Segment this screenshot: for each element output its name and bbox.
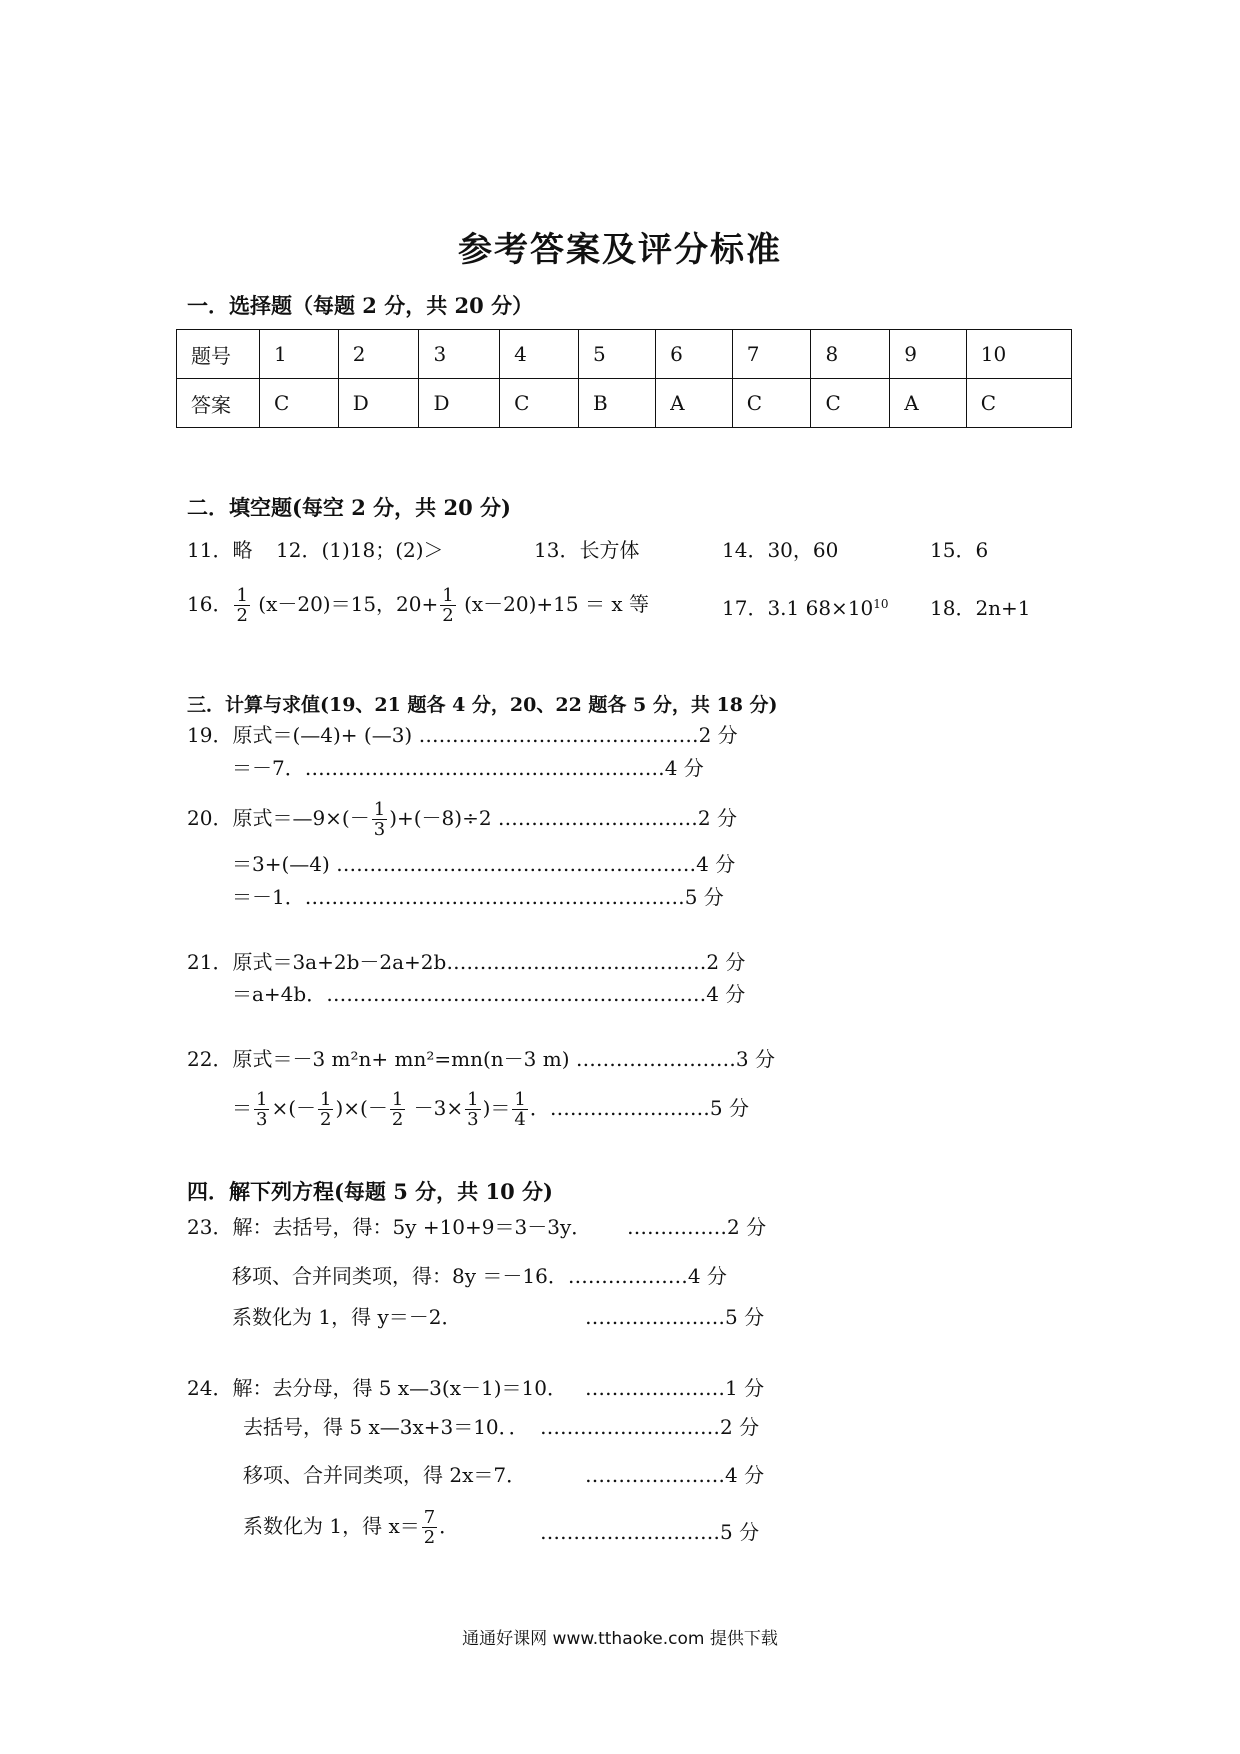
answer-q20-line3: ＝－1．…………………………………………………5 分 [232, 885, 724, 909]
answer-q23-line1-score: ……………2 分 [627, 1215, 767, 1239]
q22-part: )＝ [482, 1096, 511, 1120]
answer-q24-line1-score: …………………1 分 [585, 1376, 765, 1400]
answer-q19-line1: 19．原式＝(—4)+ (—3) ……………………………………2 分 [187, 723, 738, 747]
table-cell: C [966, 379, 1071, 428]
table-cell: A [656, 379, 733, 428]
q22-part: ＝ [232, 1096, 252, 1120]
fraction [465, 1090, 480, 1129]
table-row-label: 答案 [177, 379, 260, 428]
choice-answer-table [176, 329, 1072, 428]
section-calc-heading: 三．计算与求值(19、21 题各 4 分，20、22 题各 5 分，共 18 分) [187, 694, 778, 716]
fraction-numerator: 1 [391, 1089, 404, 1110]
fraction-denominator: 2 [320, 1109, 332, 1130]
q22-part: )×(－ [335, 1096, 388, 1120]
table-cell: D [338, 379, 419, 428]
table-cell: 7 [732, 330, 811, 379]
fraction-numerator: 1 [236, 585, 248, 606]
table-cell: 5 [578, 330, 655, 379]
answer-q20-line1 [187, 800, 737, 839]
table-cell: 6 [656, 330, 733, 379]
answer-q15: 15．6 [930, 538, 989, 562]
fraction-denominator: 3 [467, 1109, 479, 1130]
q16-expr-a: (x－20)＝15，20+ [258, 592, 439, 616]
table-cell: C [811, 379, 890, 428]
fraction-numerator: 1 [442, 585, 454, 606]
q20-expr-b: )+(－8)÷2 …………………………2 分 [389, 806, 737, 830]
fraction-denominator: 4 [514, 1109, 526, 1130]
table-cell: C [500, 379, 579, 428]
fraction-numerator: 1 [256, 1089, 268, 1110]
answer-q20-line2: ＝3+(—4) ………………………………………………4 分 [232, 852, 736, 876]
page-title: 参考答案及评分标准 [458, 230, 782, 270]
table-cell: 10 [966, 330, 1071, 379]
answer-q14: 14．30，60 [722, 538, 839, 562]
fraction-numerator: 1 [467, 1089, 479, 1110]
q24-expr-b: ． [439, 1514, 460, 1538]
answer-q13: 13．长方体 [534, 538, 640, 562]
table-cell: 1 [260, 330, 339, 379]
table-cell: C [732, 379, 811, 428]
table-cell: B [578, 379, 655, 428]
answer-q18: 18．2n+1 [930, 596, 1031, 620]
q20-expr-a: 20．原式＝—9×(－ [187, 806, 370, 830]
fraction-denominator: 2 [442, 605, 454, 626]
fraction-numerator: 1 [320, 1089, 332, 1110]
answer-q21-line2: ＝a+4b．…………………………………………………4 分 [232, 982, 746, 1006]
answer-q24-line3-score: …………………4 分 [585, 1463, 765, 1487]
table-cell: C [260, 379, 339, 428]
fraction-numerator: 1 [373, 799, 386, 820]
q17-exponent: 10 [873, 597, 889, 611]
q22-part: －3× [407, 1096, 464, 1120]
fraction [318, 1090, 333, 1129]
table-cell: 3 [419, 330, 500, 379]
table-row [177, 330, 1072, 379]
q16-label: 16． [187, 592, 233, 616]
answer-q23-line2: 移项、合并同类项，得：8y ＝－16．………………4 分 [232, 1264, 727, 1288]
fraction [234, 586, 249, 625]
q16-expr-b: (x－20)+15 ＝ x 等 [464, 592, 649, 616]
answer-q11: 11．略 [187, 538, 253, 562]
fraction-denominator: 2 [423, 1527, 436, 1548]
table-cell: D [419, 379, 500, 428]
fraction-numerator: 1 [514, 1089, 526, 1110]
section-choice-heading: 一．选择题（每题 2 分，共 20 分） [187, 293, 534, 318]
answer-q24-line1: 24．解：去分母，得 5 x—3(x－1)＝10． [187, 1376, 567, 1400]
table-cell: 2 [338, 330, 419, 379]
section-fill-heading: 二．填空题(每空 2 分，共 20 分) [187, 495, 511, 520]
answer-q24-line2-score: ………………………2 分 [540, 1415, 760, 1439]
fraction-numerator: 7 [423, 1507, 436, 1528]
fraction-denominator: 2 [391, 1109, 404, 1130]
table-cell: 8 [811, 330, 890, 379]
answer-q24-line2: 去括号，得 5 x—3x+3＝10．． [243, 1415, 529, 1439]
answer-q24-line3: 移项、合并同类项，得 2x＝7． [243, 1463, 527, 1487]
answer-q24-line4-score: ………………………5 分 [540, 1520, 760, 1544]
fraction [440, 586, 455, 625]
table-cell: A [890, 379, 967, 428]
answer-q21-line1: 21．原式＝3a+2b－2a+2b…………………………………2 分 [187, 950, 746, 974]
answer-q16 [187, 586, 649, 625]
answer-q22-line2 [232, 1090, 749, 1129]
section-equation-heading: 四．解下列方程(每题 5 分，共 10 分) [187, 1179, 553, 1204]
fraction [254, 1090, 269, 1129]
answer-q24-line4 [243, 1508, 459, 1547]
answer-q23-line3: 系数化为 1，得 y＝－2． [232, 1305, 462, 1329]
q24-expr-a: 系数化为 1，得 x＝ [243, 1514, 420, 1538]
footer-source: 通通好课网 www.tthaoke.com 提供下载 [462, 1629, 778, 1649]
answer-q23-line3-score: …………………5 分 [585, 1305, 765, 1329]
table-row-label: 题号 [177, 330, 260, 379]
table-cell: 9 [890, 330, 967, 379]
fraction-denominator: 2 [236, 605, 248, 626]
answer-q12: 12．(1)18；(2)＞ [276, 538, 444, 562]
fraction-denominator: 3 [373, 819, 386, 840]
fraction [372, 800, 387, 839]
answer-q22-line1: 22．原式＝－3 m²n+ mn²=mn(n－3 m) ……………………3 分 [187, 1047, 775, 1071]
fraction [512, 1090, 527, 1129]
q22-part: ×(－ [271, 1096, 317, 1120]
fraction [390, 1090, 405, 1129]
q17-base: 17．3.1 68×10 [722, 596, 874, 620]
answer-q19-line2: ＝－7．………………………………………………4 分 [232, 756, 704, 780]
fraction-denominator: 3 [256, 1109, 268, 1130]
answer-q23-line1: 23．解：去括号，得：5y +10+9＝3－3y． [187, 1215, 592, 1239]
fraction [422, 1508, 437, 1547]
q22-part: ．……………………5 分 [529, 1096, 749, 1120]
answer-q17 [722, 596, 889, 620]
table-cell: 4 [500, 330, 579, 379]
table-row [177, 379, 1072, 428]
